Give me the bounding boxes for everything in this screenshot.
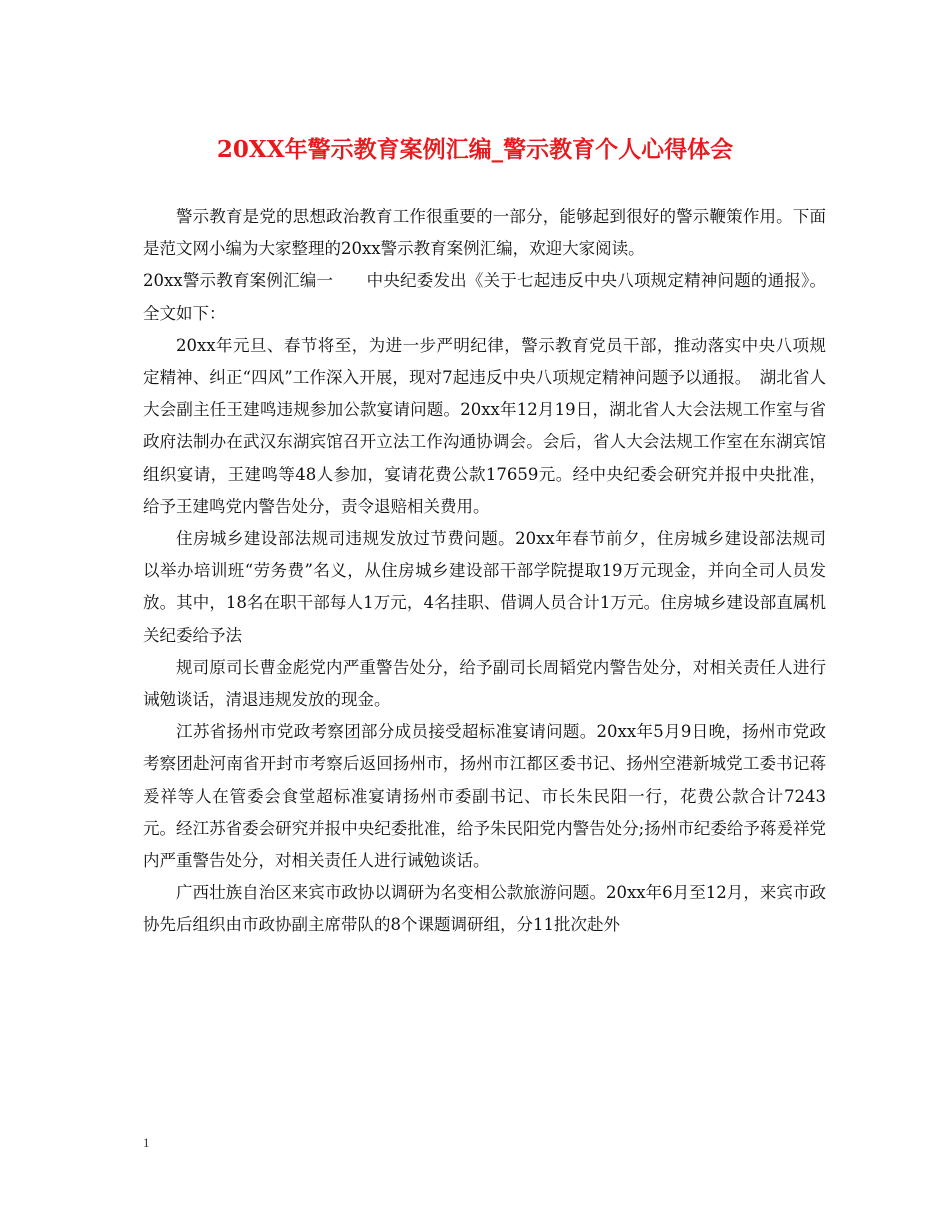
paragraph: 住房城乡建设部法规司违规发放过节费问题。20xx年春节前夕，住房城乡建设部法规司以举办培训班“劳务费”名义，从住房城乡建设部干部学院提取19万元现金，并向全司人员发放。其中，18名在职干部每人1万元，4名挂职、借调人员合计1万元。住房城乡建设部直属机关纪委给予法	[143, 529, 826, 645]
paragraph: 20xx警示教育案例汇编一 中央纪委发出《关于七起违反中央八项规定精神问题的通报》。全文如下：	[143, 271, 826, 323]
document-body	[143, 201, 826, 942]
document-title: 20XX年警示教育案例汇编_警示教育个人心得体会	[216, 136, 734, 163]
paragraph: 规司原司长曹金彪党内严重警告处分，给予副司长周韬党内警告处分，对相关责任人进行诫勉谈话，清退违规发放的现金。	[143, 657, 826, 710]
paragraph: 广西壮族自治区来宾市政协以调研为名变相公款旅游问题。20xx年6月至12月，来宾市政协先后组织由市政协副主席带队的8个课题调研组，分11批次赴外	[143, 883, 826, 935]
paragraph: 江苏省扬州市党政考察团部分成员接受超标准宴请问题。20xx年5月9日晚，扬州市党政考察团赴河南省开封市考察后返回扬州市，扬州市江都区委书记、扬州空港新城党工委书记蒋爰祥等人在管委会食堂超标准宴请扬州市委副书记、市长朱民阳一行，花费公款合计7243元。经江苏省委会研究并报中央纪委批准，给予朱民阳党内警告处分;扬州市纪委给予蒋爰祥党内严重警告处分，对相关责任人进行诫勉谈话。	[143, 722, 826, 871]
page-number: 1	[143, 1135, 150, 1150]
paragraph: 警示教育是党的思想政治教育工作很重要的一部分，能够起到很好的警示鞭策作用。下面是范文网小编为大家整理的20xx警示教育案例汇编，欢迎大家阅读。	[143, 207, 826, 259]
paragraph: 20xx年元旦、春节将至，为进一步严明纪律，警示教育党员干部，推动落实中央八项规定精神、纠正“四风”工作深入开展，现对7起违反中央八项规定精神问题予以通报。 湖北省人大会副主任王建鸣违规参加公款宴请问题。20xx年12月19日，湖北省人大会法规工作室与省政府法制办在武汉东湖宾馆召开立法工作沟通协调会。会后，省人大会法规工作室在东湖宾馆组织宴请，王建鸣等48人参加，宴请花费公款17659元。经中央纪委会研究并报中央批准，给予王建鸣党内警告处分，责令退赔相关费用。	[143, 335, 826, 516]
